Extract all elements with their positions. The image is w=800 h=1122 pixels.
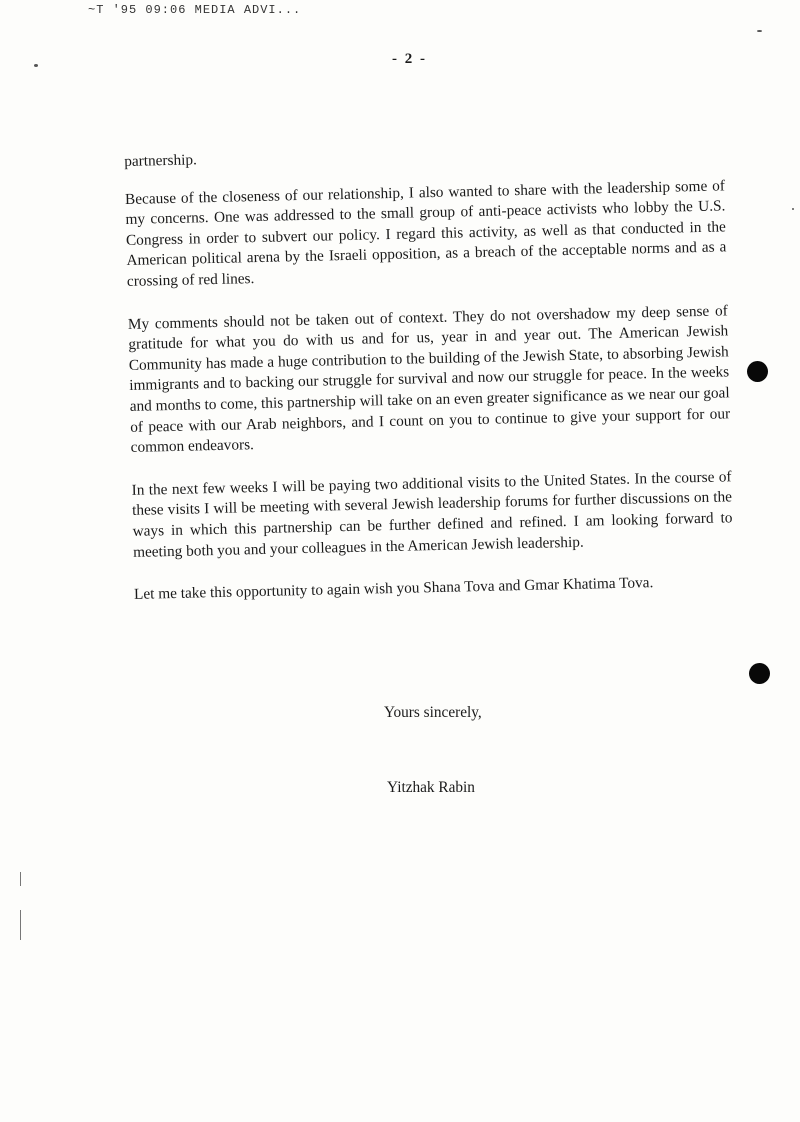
fax-header: ~T '95 09:06 MEDIA ADVI... [88, 3, 302, 17]
scan-speck [34, 64, 38, 67]
scan-speck [792, 208, 794, 210]
page-number: - 2 - [392, 51, 427, 67]
scan-speck [757, 30, 762, 32]
letter-body [124, 138, 735, 627]
paragraph-wishes: Let me take this opportunity to again wish you Shana Tova and Gmar Khatima Tova. [133, 574, 654, 603]
punch-hole-upper [747, 361, 768, 382]
signature-name: Yitzhak Rabin [387, 779, 475, 796]
scan-mark [20, 872, 21, 886]
paragraph-continuation: partnership. [124, 151, 198, 170]
scan-mark [20, 910, 21, 940]
paragraph-gratitude: My comments should not be taken out of context. They do not overshadow my deep sense of gratitude for what you do with us and for us, year in and year out. The American Jewish Community has made a huge contribution to the building of the Jewish State, to absorbing Jewish immigrants and to backing our struggle for survival and now our struggle for peace. In the weeks and months to come, this partnership will take on an even greater significance as we near our goal of peace with our Arab neighbors, and I count on you to continue to give your support for our common endeavors. [127, 301, 731, 457]
paragraph-concerns: Because of the closeness of our relationship, I also wanted to share with the leadership some of my concerns. One was addressed to the small group of anti-peace activists who lobby the U.S. Congress in order to subvert our policy. I regard this activity, as well as that conducted in the American political arena by the Israeli opposition, as a breach of the acceptable norms and as a crossing of red lines. [124, 176, 727, 290]
punch-hole-lower [749, 663, 770, 684]
paragraph-visits: In the next few weeks I will be paying two additional visits to the United States. In the course of these visits I will be meeting with several Jewish leadership forums for further discussions on the ways in which this partnership can be further defined and refined. I am looking forward to meeting both you and your colleagues in the American Jewish leadership. [131, 468, 733, 561]
closing: Yours sincerely, [384, 704, 482, 721]
